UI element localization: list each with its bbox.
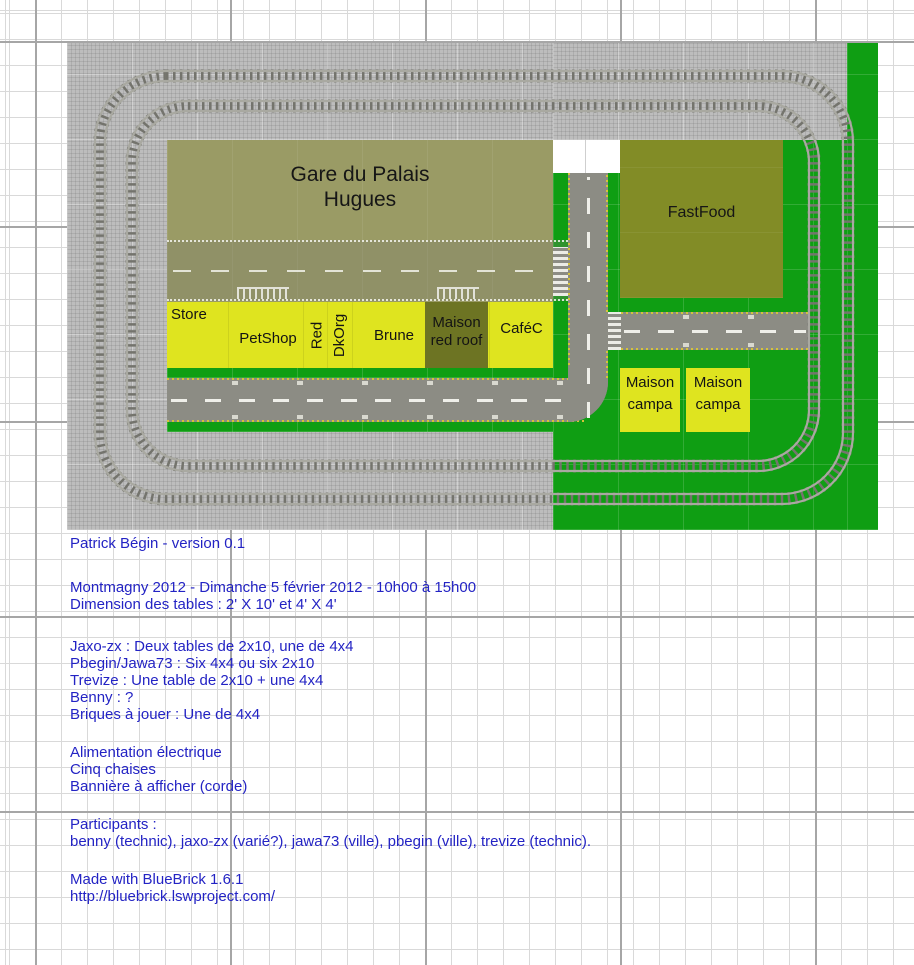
maison-campa-block[interactable] [620,368,680,432]
road-edge-line [606,173,608,312]
note-line: Benny : ? [70,689,134,706]
maison-red-roof-line1: Maison [432,314,481,331]
road-edge-line [568,173,570,365]
note-line: Bannière à afficher (corde) [70,778,248,795]
note-line: Pbegin/Jawa73 : Six 4x4 ou six 2x10 [70,655,315,672]
note-line: http://bluebrick.lswproject.com/ [70,888,276,905]
road-edge-line [167,420,587,422]
station-road[interactable] [167,240,568,301]
baseplate-gray-top[interactable] [553,43,847,140]
crosswalk [553,247,568,296]
campa-line1: Maison [625,374,675,391]
sidewalk-ticks [624,343,804,347]
maison-red-roof-line2: red roof [430,332,483,349]
road-edge-line [621,312,810,314]
note-line: Alimentation électrique [70,744,222,761]
note-tables[interactable] [70,638,354,723]
road-edge-line [606,350,608,378]
sidewalk-ticks [173,415,602,419]
shop-red[interactable] [306,302,328,368]
note-line: Trevize : Une table de 2x10 + une 4x4 [70,672,324,689]
road-edge-line [621,348,810,350]
shop-row[interactable] [167,302,553,368]
note-line: Patrick Bégin - version 0.1 [70,535,246,552]
road-right[interactable] [608,312,810,350]
note-line: Briques à jouer : Une de 4x4 [70,706,261,723]
station-name-label [167,162,553,212]
note-participants[interactable] [70,816,591,850]
crosswalk [608,312,621,350]
grass-strip [167,422,553,432]
note-line: Dimension des tables : 2' X 10' et 4' X 4' [70,596,337,613]
bus-shelter-icon [437,287,479,299]
road-edge-line [167,378,568,380]
campa-line2: campa [627,396,673,413]
baseplate-green-right-column[interactable] [847,43,878,530]
road-center-dash [173,270,562,272]
road-center-dash [171,399,604,402]
note-author[interactable] [70,535,245,552]
plate-seam [352,302,353,368]
grass-strip [167,368,553,378]
shop-petshop[interactable]: PetShop [239,330,297,347]
sidewalk-ticks [624,315,804,319]
fastfood-label: FastFood [667,204,736,221]
shop-dkorg-label: DkOrg [331,313,349,357]
bus-shelter-icon [237,287,289,299]
shop-dkorg[interactable] [329,302,351,368]
station-name-line2: Hugues [323,188,397,211]
station-name-line1: Gare du Palais [290,163,430,186]
sidewalk-ticks [173,381,602,385]
road-bottom[interactable] [167,378,608,422]
shop-red-label: Red [308,321,326,349]
fastfood-building[interactable] [620,140,783,298]
note-line: Jaxo-zx : Deux tables de 2x10, une de 4x4 [70,638,354,655]
road-center-dash [587,177,590,418]
note-made-with[interactable] [70,871,275,905]
shop-brune[interactable]: Brune [373,327,415,344]
campa-line2: campa [695,396,741,413]
note-equipment[interactable] [70,744,247,795]
note-line: Cinq chaises [70,761,156,778]
note-line: Participants : [70,816,157,833]
note-event[interactable] [70,579,476,613]
campa-line1: Maison [693,374,743,391]
shop-store[interactable]: Store [171,306,207,323]
maison-campa-block[interactable] [686,368,750,432]
empty-plate-gap [553,140,620,173]
shop-maison-red-roof[interactable] [425,302,488,368]
road-vertical[interactable] [568,173,608,422]
note-line: benny (technic), jaxo-zx (varié?), jawa73 (ville), pbegin (ville), trevize (technic). [70,833,592,850]
note-line: Made with BlueBrick 1.6.1 [70,871,244,888]
grid-line [585,140,586,173]
shop-cafec[interactable]: CaféC [500,320,543,337]
note-line: Montmagny 2012 - Dimanche 5 février 2012 - 10h00 à 15h00 [70,579,477,596]
road-center-dash [624,330,806,333]
